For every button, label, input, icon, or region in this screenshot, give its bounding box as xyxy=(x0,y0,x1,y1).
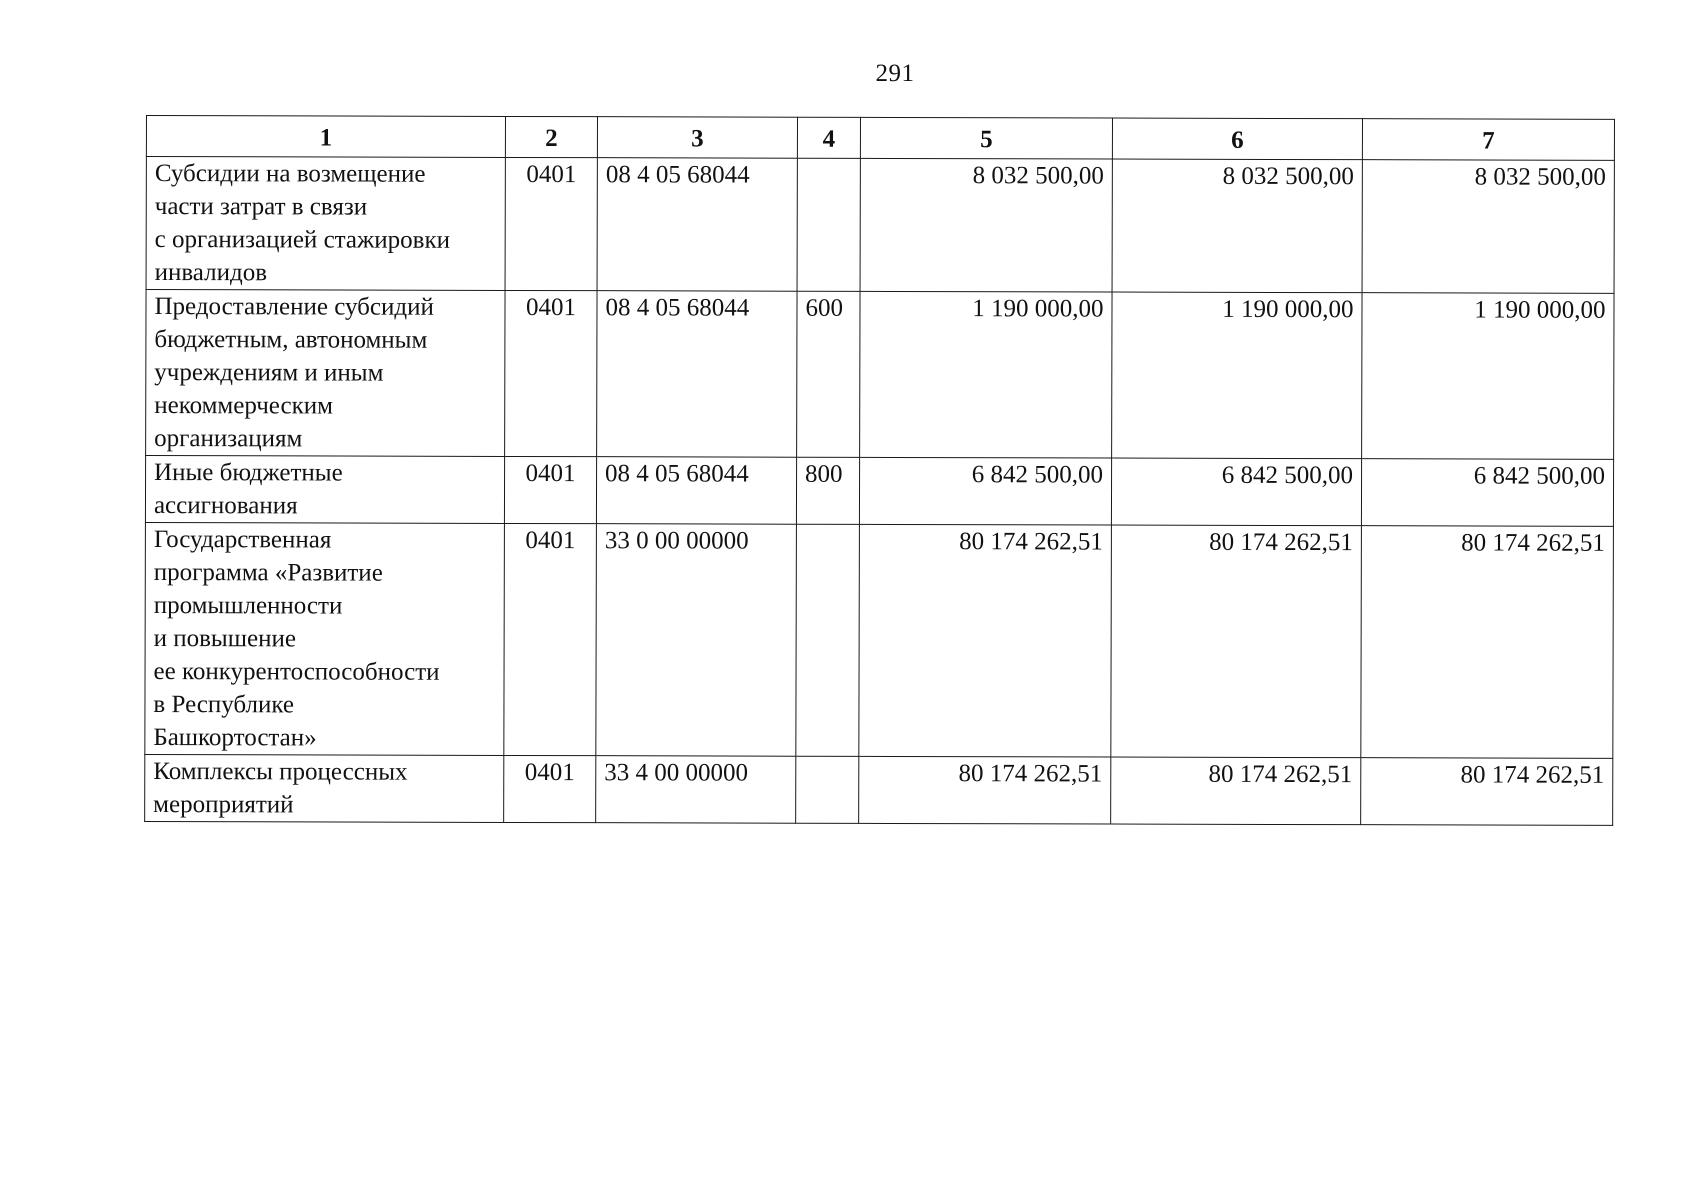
row-amount-col6: 1 190 000,00 xyxy=(1112,292,1362,459)
row-name: Субсидии на возмещение части затрат в связи с организацией стажировки инвалидов xyxy=(146,157,505,291)
table-row xyxy=(145,754,1613,825)
table-row xyxy=(146,157,1614,294)
row-expense-kind xyxy=(797,158,860,291)
row-target-code: 33 4 00 00000 xyxy=(596,756,796,824)
header-col-3: 3 xyxy=(597,117,797,159)
row-amount-col7: 80 174 262,51 xyxy=(1361,758,1613,826)
header-col-5: 5 xyxy=(860,117,1112,159)
row-amount-col5: 80 174 262,51 xyxy=(859,524,1112,757)
row-section-code: 0401 xyxy=(505,290,597,456)
header-row xyxy=(146,116,1614,161)
row-amount-col7: 6 842 500,00 xyxy=(1361,459,1613,527)
row-amount-col5: 6 842 500,00 xyxy=(859,457,1111,525)
header-col-4: 4 xyxy=(797,117,860,158)
table-row xyxy=(145,522,1614,758)
row-amount-col7: 80 174 262,51 xyxy=(1361,526,1614,759)
page-number: 291 xyxy=(875,60,915,87)
row-amount-col7: 8 032 500,00 xyxy=(1362,160,1614,294)
row-amount-col5: 8 032 500,00 xyxy=(860,158,1112,292)
header-col-1: 1 xyxy=(146,116,505,158)
row-name: Государственная программа «Развитие промышленности и повышение ее конкурентоспособности в Республике Башкортостан» xyxy=(145,522,505,755)
row-amount-col5: 80 174 262,51 xyxy=(859,756,1111,824)
table-row xyxy=(146,290,1614,460)
row-amount-col6: 6 842 500,00 xyxy=(1111,458,1361,526)
table-header xyxy=(146,116,1614,161)
row-amount-col7: 1 190 000,00 xyxy=(1362,293,1614,460)
row-expense-kind xyxy=(796,524,860,756)
row-name: Предоставление субсидий бюджетным, автономным учреждениям и иным некоммерческим организациям xyxy=(146,290,505,457)
row-target-code: 08 4 05 68044 xyxy=(597,158,797,292)
row-expense-kind: 800 xyxy=(796,457,859,524)
row-section-code: 0401 xyxy=(504,523,597,755)
table-row xyxy=(145,456,1613,527)
row-amount-col5: 1 190 000,00 xyxy=(860,291,1112,458)
row-amount-col6: 8 032 500,00 xyxy=(1112,159,1362,293)
row-section-code: 0401 xyxy=(505,157,597,290)
row-target-code: 08 4 05 68044 xyxy=(596,457,796,525)
row-section-code: 0401 xyxy=(504,456,596,523)
row-expense-kind xyxy=(796,756,859,823)
budget-table xyxy=(144,115,1615,826)
table-body xyxy=(145,157,1615,826)
row-amount-col6: 80 174 262,51 xyxy=(1111,757,1361,825)
row-section-code: 0401 xyxy=(504,755,596,822)
row-name: Иные бюджетные ассигнования xyxy=(145,456,504,524)
header-col-7: 7 xyxy=(1362,119,1614,161)
row-target-code: 33 0 00 00000 xyxy=(596,524,797,757)
row-amount-col6: 80 174 262,51 xyxy=(1111,525,1362,758)
row-name: Комплексы процессных мероприятий xyxy=(145,754,504,822)
row-target-code: 08 4 05 68044 xyxy=(597,291,797,458)
header-col-2: 2 xyxy=(505,116,597,157)
header-col-6: 6 xyxy=(1112,118,1362,160)
row-expense-kind: 600 xyxy=(797,291,860,457)
